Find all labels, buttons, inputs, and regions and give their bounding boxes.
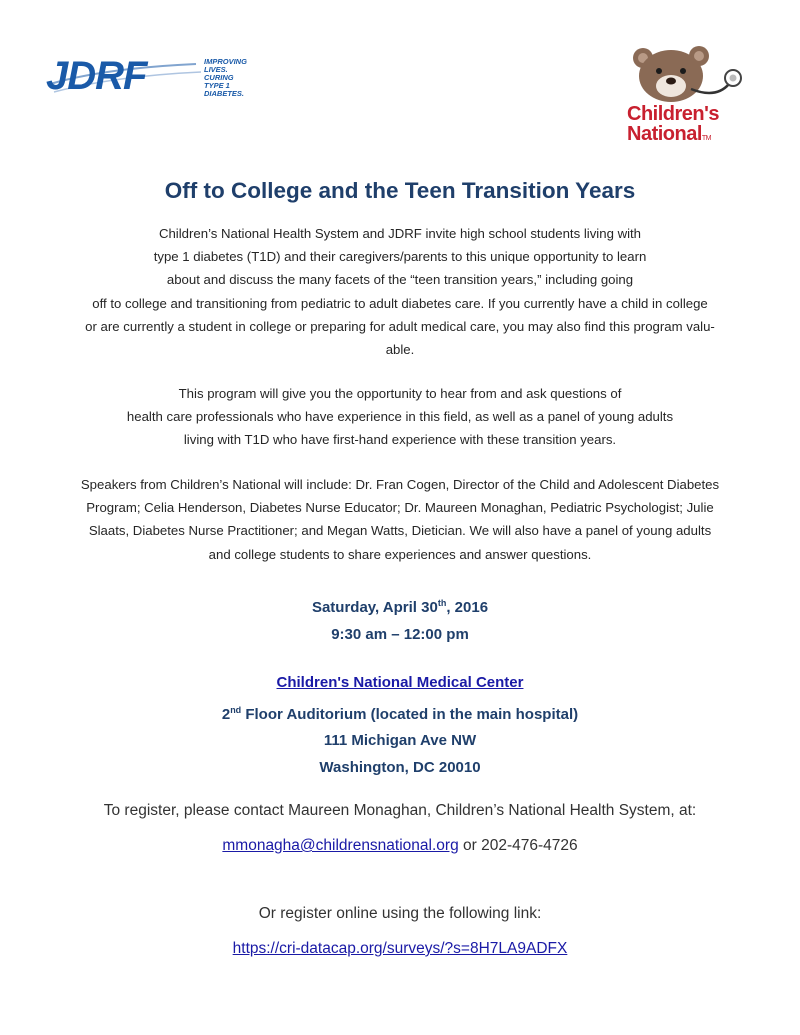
location-name-link[interactable]: Children's National Medical Center <box>276 674 524 691</box>
location-city: Washington, DC 20010 <box>319 758 481 776</box>
program-line: living with T1D who have first-hand experience with these transition years. <box>183 432 617 448</box>
childrens-national-wordmark <box>627 104 719 149</box>
teddy-bear-icon <box>621 44 754 106</box>
intro-line: type 1 diabetes (T1D) and their caregivers/parents to this unique opportunity to learn <box>153 249 647 265</box>
program-line: health care professionals who have experience in this field, as well as a panel of young adults <box>126 409 674 425</box>
event-date-prefix: Saturday, April 30 <box>311 599 438 616</box>
register-phone: or 202-476-4726 <box>458 837 578 854</box>
program-paragraph <box>50 382 750 452</box>
jdrf-logo <box>46 54 261 102</box>
event-date-suffix: , 2016 <box>446 599 489 616</box>
jdrf-tagline-line: TYPE 1 <box>204 81 230 90</box>
trademark-mark: TM <box>701 135 712 142</box>
program-line: This program will give you the opportunity to hear from and ask questions of <box>178 386 622 401</box>
register-contact-line <box>0 837 800 855</box>
speakers-line: and college students to share experiences and answer questions. <box>208 546 592 562</box>
page-title: Off to College and the Teen Transition Years <box>164 178 636 203</box>
register-contact-text: To register, please contact Maureen Monaghan, Children’s National Health System, at: <box>103 802 697 819</box>
childrens-national-logo <box>621 44 754 156</box>
jdrf-tagline-line: DIABETES. <box>204 89 245 98</box>
intro-line: Children’s National Health System and JDRF invite high school students living with <box>158 226 642 241</box>
intro-line: or are currently a student in college or preparing for adult medical care, you may also find this program valu- <box>85 318 715 334</box>
register-online-text: Or register online using the following link: <box>258 905 542 922</box>
location-floor <box>0 697 800 729</box>
register-email-link[interactable]: mmonagha@childrensnational.org <box>222 837 459 854</box>
location-floor-suffix: Floor Auditorium (located in the main hospital) <box>241 705 579 723</box>
event-datetime <box>0 590 800 648</box>
register-link-line <box>0 940 800 958</box>
location-floor-sup: nd <box>230 704 242 715</box>
jdrf-tagline-line: LIVES. <box>204 65 228 74</box>
location-street: 111 Michigan Ave NW <box>323 732 477 749</box>
event-location <box>0 670 800 781</box>
event-time: 9:30 am – 12:00 pm <box>331 625 469 643</box>
intro-paragraph <box>50 222 750 361</box>
jdrf-tagline <box>204 58 264 98</box>
cn-wordmark-line2 <box>627 124 719 149</box>
intro-line: off to college and transitioning from pediatric to adult diabetes care. If you currently have a child in college <box>92 295 708 311</box>
speakers-line: Program; Celia Henderson, Diabetes Nurse Educator; Dr. Maureen Monaghan, Pediatric Psychologist; Julie <box>86 500 714 516</box>
location-floor-prefix: 2 <box>221 705 231 723</box>
jdrf-tagline-line: IMPROVING <box>204 57 247 66</box>
cn-wordmark-line1: Children's <box>627 103 719 125</box>
event-date-sup: th <box>437 598 447 608</box>
jdrf-wordmark: JDRF <box>46 54 147 98</box>
speakers-line: Speakers from Children’s National will include: Dr. Fran Cogen, Director of the Child and Adolescent Diabetes <box>80 477 720 492</box>
speakers-line: Slaats, Diabetes Nurse Practitioner; and Megan Watts, Dietician. We will also have a panel of young adults <box>88 523 712 539</box>
jdrf-tagline-line: CURING <box>204 73 234 82</box>
register-survey-link[interactable]: https://cri-datacap.org/surveys/?s=8H7LA9ADFX <box>232 940 568 957</box>
event-date <box>0 590 800 622</box>
intro-line: able. <box>385 342 415 358</box>
cn-wordmark-line2-text: National <box>627 123 702 145</box>
speakers-paragraph <box>50 473 750 566</box>
intro-line: about and discuss the many facets of the “teen transition years,” including going <box>166 272 634 288</box>
